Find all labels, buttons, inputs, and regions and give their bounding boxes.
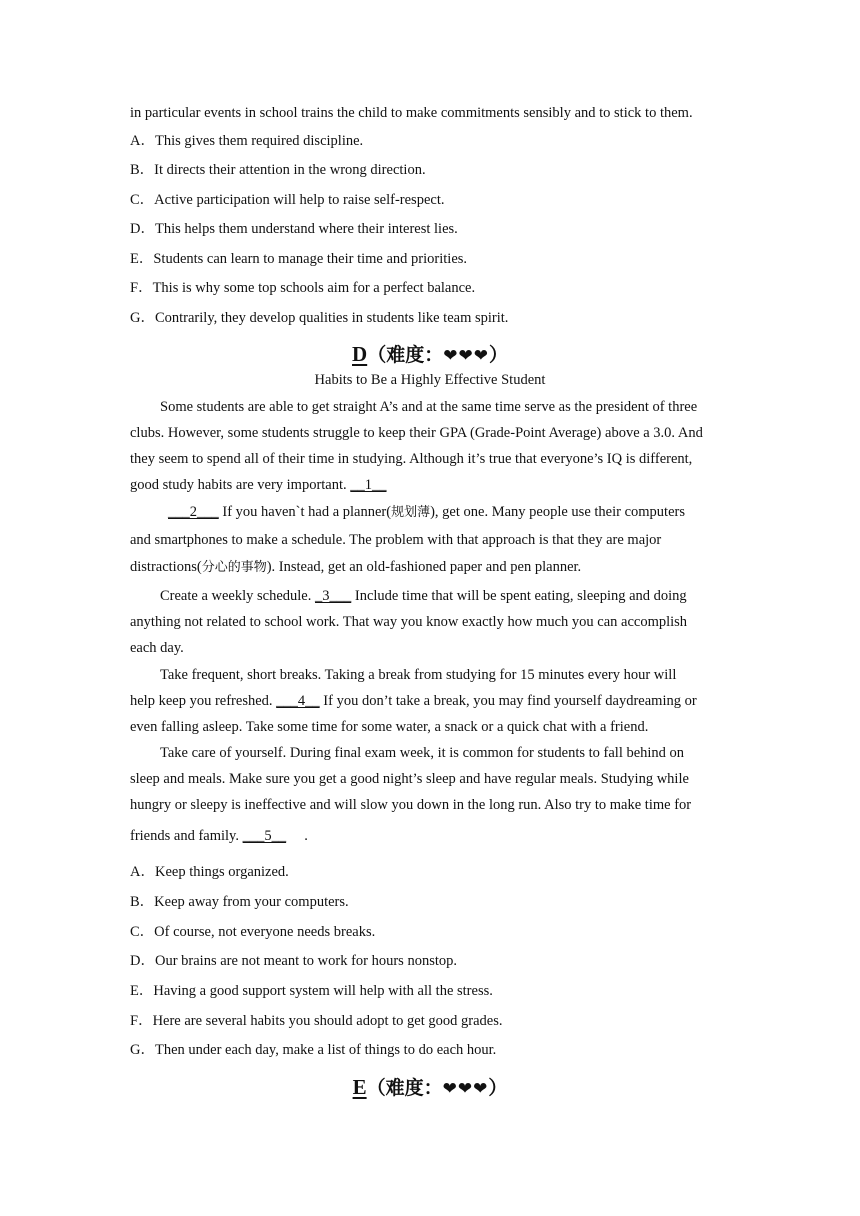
paragraph-4-line: help keep you refreshed. ___4__ If you don’t take a break, you may find yourself daydreaming or xyxy=(130,693,697,709)
option-a: A．Keep things organized. xyxy=(130,864,289,880)
option-d-prev: D．This helps them understand where their interest lies. xyxy=(130,221,458,237)
option-f-prev: F．This is why some top schools aim for a perfect balance. xyxy=(130,280,476,296)
paragraph-1-line: good study habits are very important. __1__ xyxy=(130,477,387,493)
paragraph-5-line: hungry or sleepy is ineffective and will slow you down in the long run. Also try to make time for xyxy=(130,797,692,813)
option-d: D．Our brains are not meant to work for hours nonstop. xyxy=(130,953,457,969)
option-e-prev: E．Students can learn to manage their time and priorities. xyxy=(130,251,468,267)
option-f: F．Here are several habits you should adopt to get good grades. xyxy=(130,1013,503,1029)
passage-title: Habits to Be a Highly Effective Student xyxy=(314,372,546,388)
paragraph-5-line: sleep and meals. Make sure you get a good night’s sleep and have regular meals. Studying while xyxy=(130,771,689,787)
option-a-prev: A．This gives them required discipline. xyxy=(130,133,364,149)
blank-4: ___4__ xyxy=(276,693,320,709)
paragraph-2-line: distractions(分心的事物). Instead, get an old-fashioned paper and pen planner. xyxy=(130,559,582,575)
paragraph-4-line: even falling asleep. Take some time for some water, a snack or a quick chat with a friend. xyxy=(130,719,649,735)
section-letter: D xyxy=(352,342,368,366)
paragraph-3-line: each day. xyxy=(130,640,184,656)
paragraph-3-line: Create a weekly schedule. _3___ Include time that will be spent eating, sleeping and doing xyxy=(160,588,687,604)
paragraph-4-line: Take frequent, short breaks. Taking a break from studying for 15 minutes every hour will xyxy=(160,667,677,683)
blank-2: ___2___ xyxy=(168,504,219,520)
difficulty-label: 难度： xyxy=(385,1077,443,1099)
option-b-prev: B．It directs their attention in the wrong direction. xyxy=(130,162,426,178)
heart-icon: ❤❤❤ xyxy=(443,346,489,366)
option-e: E．Having a good support system will help with all the stress. xyxy=(130,983,493,999)
blank-3: _3___ xyxy=(315,588,352,604)
paragraph-2-line: and smartphones to make a schedule. The problem with that approach is that they are major xyxy=(130,532,662,548)
paragraph-5-line: Take care of yourself. During final exam week, it is common for students to fall behind on xyxy=(160,745,685,761)
paragraph-1-line: clubs. However, some students struggle to keep their GPA (Grade-Point Average) above a 3.0. And xyxy=(130,425,703,441)
section-e-heading: E（难度：❤❤❤） xyxy=(352,1075,508,1099)
option-g: G．Then under each day, make a list of things to do each hour. xyxy=(130,1042,497,1058)
paragraph-1-line: Some students are able to get straight A’s and at the same time serve as the president of three xyxy=(160,399,698,415)
option-b: B．Keep away from your computers. xyxy=(130,894,349,910)
section-d-heading: D（难度：❤❤❤） xyxy=(352,342,508,366)
option-c-prev: C．Active participation will help to raise self-respect. xyxy=(130,192,445,208)
paragraph-3-line: anything not related to school work. That way you know exactly how much you can accomplish xyxy=(130,614,688,630)
paragraph-2-line: ___2___ If you haven`t had a planner(规划薄), get one. Many people use their computers xyxy=(168,504,685,520)
option-c: C．Of course, not everyone needs breaks. xyxy=(130,924,376,940)
option-g-prev: G．Contrarily, they develop qualities in students like team spirit. xyxy=(130,310,509,326)
paragraph-1-line: they seem to spend all of their time in studying. Although it’s true that everyone’s IQ is different, xyxy=(130,451,693,467)
previous-passage-tail: in particular events in school trains the child to make commitments sensibly and to stick to them. xyxy=(130,105,693,121)
difficulty-label: 难度： xyxy=(386,344,444,366)
heart-icon: ❤❤❤ xyxy=(442,1079,489,1099)
paragraph-5-line: friends and family. ___5__ . xyxy=(130,828,308,844)
blank-1: __1__ xyxy=(350,477,387,493)
blank-5: ___5__ xyxy=(242,828,287,844)
section-letter: E xyxy=(352,1075,367,1099)
